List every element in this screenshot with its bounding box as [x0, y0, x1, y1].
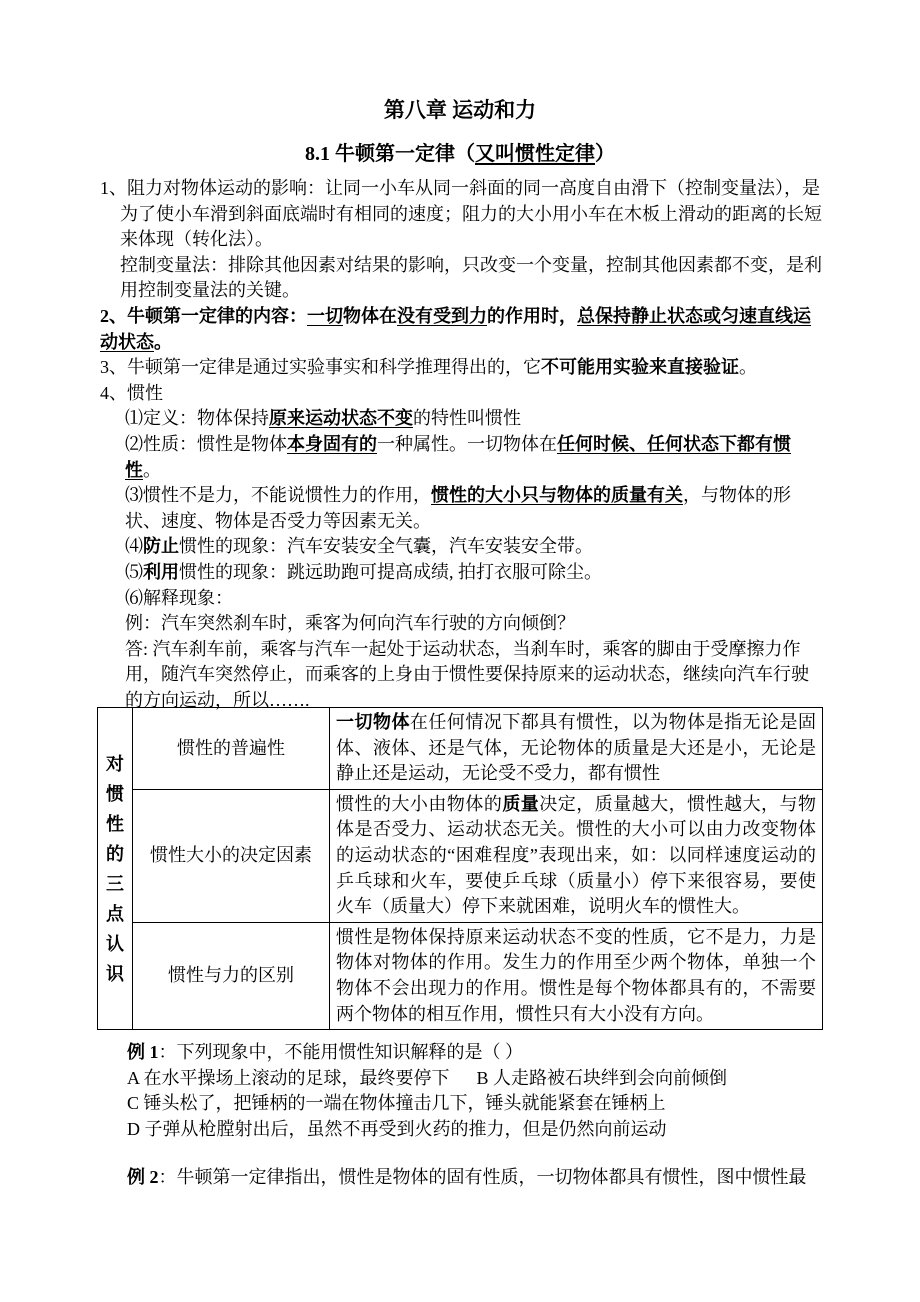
text-run: 物体在 [343, 305, 397, 326]
text-run: 答: 汽车刹车前，乘客与汽车一起处于运动状态，当刹车时，乘客的脚由于受摩擦力作用，随汽车突然停止，而乘客的上身由于惯性要保持原来的运动状态，继续向汽车行驶的方向运动，所以……. [125, 638, 809, 710]
table-row [98, 922, 823, 1029]
option-c: C 锤头松了，把锤柄的一端在物体撞击几下，锤头就能紧套在锤柄上 [127, 1093, 666, 1114]
text-run: 4、惯性 [100, 382, 163, 403]
text-run: 。 [739, 357, 757, 378]
paragraph [100, 637, 824, 714]
paragraph [100, 432, 824, 483]
row-name: 惯性与力的区别 [133, 922, 330, 1029]
text-run: ，与物体的形状、速度、物体是否受力等因素无关。 [125, 485, 791, 531]
example-1-text: ：下列现象中，不能用惯性知识解释的是（ ） [158, 1042, 523, 1062]
section-title-underlined: 又叫惯性定律 [475, 143, 595, 165]
row-name: 惯性大小的决定因素 [133, 789, 330, 922]
paragraph [100, 304, 824, 355]
text-run: 在任何情况下都具有惯性，以为物体是指无论是固体、液体、还是气体，无论物体的质量是大还是小，无论是静止还是运动，无论受不受力，都有惯性 [336, 712, 816, 784]
text-run: 不可能用实验来直接验证 [541, 357, 739, 378]
row-description [330, 922, 823, 1029]
text-run: ⑴定义：物体保持 [125, 408, 269, 429]
paragraph [100, 534, 824, 560]
text-run: ⑹解释现象： [125, 587, 233, 608]
text-run: 任何时候、任何状态下都有惯性 [125, 433, 791, 480]
inertia-table [97, 707, 823, 1030]
row-description [330, 708, 823, 790]
row-description [330, 789, 823, 922]
text-run: 惯性的现象：跳远助跑可提高成绩, 拍打衣服可除尘。 [179, 561, 602, 582]
text-run: ⑸ [125, 561, 143, 582]
text-run: 2、牛顿第一定律的内容： [100, 305, 307, 326]
example-1 [127, 1040, 827, 1142]
text-run: 例：汽车突然刹车时，乘客为何向汽车行驶的方向倾倒？ [125, 613, 575, 634]
text-run: 惯性是物体保持原来运动状态不变的性质，它不是力，力是物体对物体的作用。发生力的作用至少两个物体，单独一个物体不会出现力的作用。惯性是每个物体都具有的，不需要两个物体的相互作用，惯性只有大小没有方向。 [336, 926, 816, 1024]
paragraph [100, 253, 824, 304]
section-title-end: ） [595, 143, 615, 165]
text-run: 惯性的大小由物体的 [336, 793, 503, 814]
text-run: 。 [143, 459, 161, 480]
text-run: 的特性叫惯性 [413, 408, 521, 429]
text-run: 惯性的现象：汽车安装安全气囊，汽车安装安全带。 [179, 536, 593, 557]
text-run: 防止 [143, 536, 179, 557]
option-ab: A 在水平操场上滚动的足球，最终要停下 B 人走路被石块绊到会向前倾倒 [127, 1067, 728, 1088]
text-run: 的作用时， [487, 305, 577, 326]
text-run: 没有受到力 [397, 305, 487, 326]
example-2-label: 例 2 [127, 1167, 159, 1187]
text-run: 惯性的大小只与物体的质量有关 [431, 485, 683, 506]
text-run: 决定，质量越大，惯性越大，与物体是否受力、运动状态无关。惯性的大小可以由力改变物体的运动状态的“困难程度”表现出来，如：以同样速度运动的乒乓球和火车，要使乒乓球（质量小）停下来很容易，要使火车（质量大）停下来就困难，说明火车的惯性大。 [336, 793, 817, 917]
example-2-text: ：牛顿第一定律指出，惯性是物体的固有性质，一切物体都具有惯性，图中惯性最 [158, 1167, 807, 1187]
text-run: ⑶惯性不是力，不能说惯性力的作用， [125, 485, 431, 506]
text-run: ⑷ [125, 536, 143, 557]
text-run: 原来运动状态不变 [269, 408, 413, 429]
section-title [0, 137, 920, 166]
text-run: 质量 [502, 793, 540, 814]
example-2 [127, 1165, 827, 1191]
paragraph [100, 586, 824, 612]
option-d: D 子弹从枪膛射出后，虽然不再受到火药的推力，但是仍然向前运动 [127, 1118, 667, 1139]
text-run: 一切 [307, 305, 343, 326]
text-run: 总保持静止状态或匀速直线运动状态 [100, 305, 811, 352]
section-title-main: 8.1 牛顿第一定律（ [305, 143, 475, 165]
text-run: 控制变量法：排除其他因素对结果的影响，只改变一个变量，控制其他因素都不变，是利用控制变量法的关键。 [120, 254, 822, 301]
text-run: 一切物体 [336, 712, 410, 732]
side-label: 对惯性的三点认识 [98, 708, 133, 1030]
paragraph [100, 560, 824, 586]
example-1-question [127, 1040, 827, 1066]
row-name: 惯性的普遍性 [133, 708, 330, 790]
text-run: 利用 [143, 561, 179, 582]
paragraph [100, 355, 824, 381]
chapter-title: 第八章 运动和力 [383, 98, 537, 122]
paragraph [100, 381, 824, 407]
paragraph [100, 406, 824, 432]
paragraph [100, 611, 824, 637]
example-1-label: 例 1 [127, 1042, 159, 1062]
text-run: 。 [154, 331, 172, 352]
text-run: 3、牛顿第一定律是通过实验事实和科学推理得出的，它 [100, 357, 541, 378]
paragraph [100, 176, 824, 253]
table-row [98, 708, 823, 790]
text-run: 一种属性。一切物体在 [377, 433, 557, 454]
content-body [100, 176, 824, 713]
paragraph [100, 483, 824, 534]
text-run: ⑵性质：惯性是物体 [125, 433, 287, 454]
table-row [98, 789, 823, 922]
text-run: 1、阻力对物体运动的影响：让同一小车从同一斜面的同一高度自由滑下（控制变量法），是为了使小车滑到斜面底端时有相同的速度；阻力的大小用小车在木板上滑动的距离的长短来体现（转化法）。 [100, 178, 822, 250]
text-run: 本身固有的 [287, 433, 377, 454]
